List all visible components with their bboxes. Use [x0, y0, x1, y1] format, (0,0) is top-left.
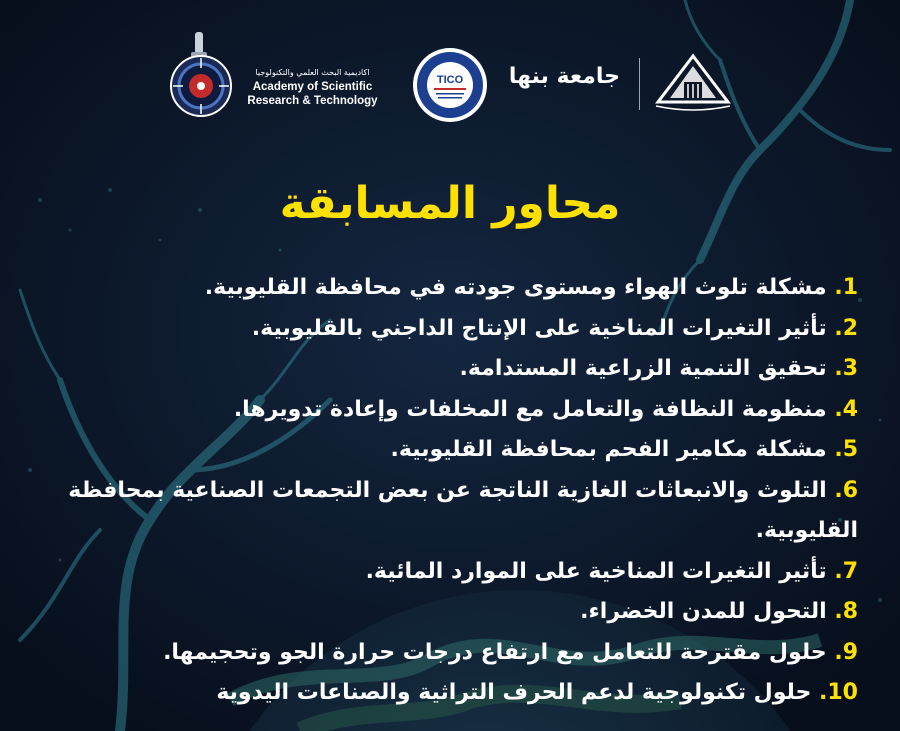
topic-number: 3 . — [827, 356, 858, 381]
academy-name — [240, 66, 385, 108]
topic-number: 9 . — [827, 640, 858, 665]
header-divider — [639, 58, 640, 110]
tico-logo-text: TICO — [436, 74, 464, 86]
topic-text: تأثير التغيرات المناخية على الموارد المائية. — [365, 558, 827, 584]
topic-item-9 — [28, 633, 858, 674]
topic-item-7 — [28, 552, 858, 593]
topic-item-10 — [28, 673, 858, 714]
topics-list — [28, 268, 858, 714]
topic-item-8 — [28, 592, 858, 633]
academy-name-english-line2: Research & Technology — [247, 95, 378, 107]
topic-number: 1 . — [827, 275, 858, 300]
topic-text: تحقيق التنمية الزراعية المستدامة. — [459, 356, 827, 381]
topic-number: 4 . — [827, 397, 858, 422]
topic-text: مشكلة تلوث الهواء ومستوى جودته في محافظة القليوبية. — [204, 275, 827, 300]
academy-name-english-line1: Academy of Scientific — [252, 81, 373, 93]
university-name: جامعة بنها — [508, 64, 620, 89]
page-title: محاور المسابقة — [279, 178, 621, 229]
topic-number: 10 . — [811, 680, 858, 705]
topic-item-2 — [28, 309, 858, 350]
topic-text: التحول للمدن الخضراء. — [580, 599, 827, 624]
topic-item-6 — [28, 471, 858, 552]
topic-item-4 — [28, 390, 858, 431]
benha-university-logo-icon — [648, 52, 738, 112]
tico-logo-icon — [411, 46, 489, 124]
topic-number: 8 . — [827, 599, 858, 624]
topic-text: مشكلة مكامير الفحم بمحافظة القليوبية. — [390, 437, 827, 462]
topic-item-3 — [28, 349, 858, 390]
topic-number: 7 . — [827, 559, 858, 584]
topic-text: تأثير التغيرات المناخية على الإنتاج الداجني بالقليوبية. — [251, 315, 827, 341]
topic-item-1 — [28, 268, 858, 309]
topic-number: 6 . — [827, 478, 858, 503]
topic-text: منظومة النظافة والتعامل مع المخلفات وإعادة تدويرها. — [233, 396, 827, 422]
topic-item-5 — [28, 430, 858, 471]
topic-text: حلول مقترحة للتعامل مع ارتفاع درجات حرارة الجو وتحجيمها. — [163, 639, 827, 665]
academy-logo-icon — [165, 28, 237, 120]
topic-text: التلوث والانبعاثات الغازية الناتجة عن بعض التجمعات الصناعية بمحافظة القليوبية. — [68, 477, 858, 543]
academy-name-arabic: اكاديمية البحث العلمي والتكنولوجيا — [255, 68, 370, 77]
topic-number: 2 . — [827, 316, 858, 341]
topic-text: حلول تكنولوجية لدعم الحرف التراثية والصناعات اليدوية — [216, 680, 812, 705]
topic-number: 5 . — [827, 437, 858, 462]
header — [0, 0, 900, 150]
